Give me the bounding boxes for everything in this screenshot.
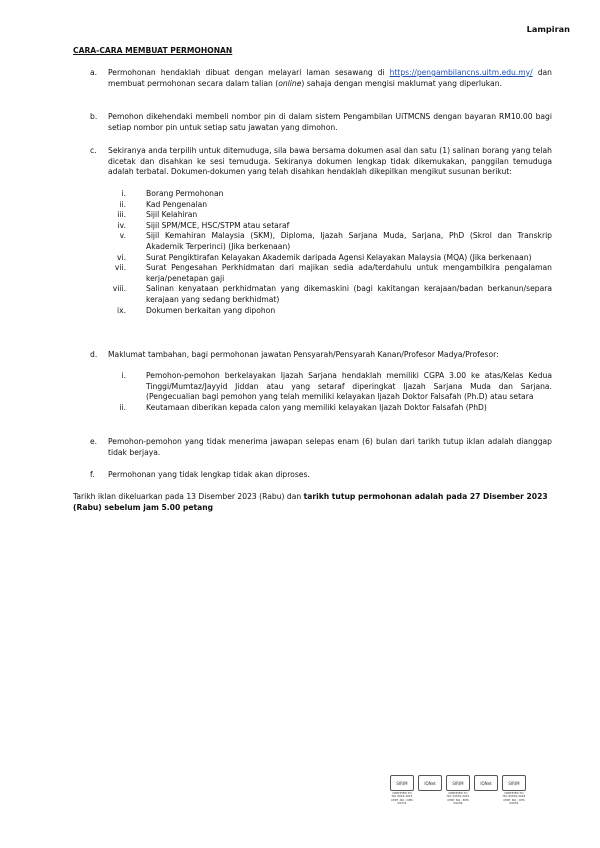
section-c-list	[106, 189, 552, 316]
application-link[interactable]: https://pengambilancns.uitm.edu.my/	[389, 68, 533, 77]
section-c-text: Sekiranya anda terpilih untuk ditemuduga, sila bawa bersama dokumen asal dan satu (1) salinan borang yang telah dicetak dan disahkan ke sesi temuduga. Sekiranya dokumen lengkap tidak dikemukakan, panggilan temuduga adalah terbatal. Dokumen-dokumen yang telah disahkan hendaklah dikepilkan mengikut susunan berikut:	[108, 146, 552, 177]
sirim-logo-icon: SIRIM	[446, 775, 470, 791]
list-item: i. Pemohon-pemohon berkelayakan Ijazah Sarjana hendaklah memiliki CGPA 3.00 ke atas/Kelas Kedua Tinggi/Mumtaz/Jayyid Jiddan atau yang setaraf diperingkat Ijazah Sarjana Muda dan Sarjana. (Pengecualian bagi pemohon yang telah memiliki kelayakan Ijazah Doktor Falsafah (Ph.D) atau setara	[121, 371, 552, 402]
iqnet-logo-icon: IQNet	[418, 775, 442, 791]
list-item: vii. Surat Pengesahan Perkhidmatan dari majikan sedia ada/terdahulu untuk mengambilkira pengalaman kerja/penetapan gaji	[114, 263, 552, 283]
list-item: ix. Dokumen berkaitan yang dipohon	[116, 305, 276, 315]
list-item: iv. Sijil SPM/MCE, HSC/STPM atau setaraf	[117, 220, 290, 230]
iqnet-logo-icon: IQNet	[474, 775, 498, 791]
list-item: ii. Kad Pengenalan	[119, 199, 208, 209]
section-f-letter: f.	[90, 470, 95, 479]
sirim-logo-icon: SIRIM	[390, 775, 414, 791]
cert-badge: SIRIM CERTIFIED TO ISO 45001:2018 CERT. NO.: OHS 00055	[502, 775, 526, 807]
section-f-text: Permohonan yang tidak lengkap tidak akan diproses.	[108, 470, 310, 479]
section-a-letter: a.	[90, 68, 98, 77]
cert-badge	[418, 775, 442, 807]
closing-date-note: Tarikh iklan dikeluarkan pada 13 Disember 2023 (Rabu) dan tarikh tutup permohonan adalah pada 27 Disember 2023 (Rabu) sebelum jam 5.00 petang	[73, 492, 548, 512]
page-heading: CARA-CARA MEMBUAT PERMOHONAN	[73, 46, 233, 55]
section-d-letter: d.	[90, 350, 98, 359]
section-a-text: Permohonan hendaklah dibuat dengan melayari laman sesawang di https://pengambilancns.uitm.edu.my/ dan membuat permohonan secara dalam talian (online) sahaja dengan mengisi maklumat yang diperlukan.	[108, 68, 552, 88]
list-item: i. Borang Permohonan	[121, 189, 224, 198]
section-d-text: Maklumat tambahan, bagi permohonan jawatan Pensyarah/Pensyarah Kanan/Profesor Madya/Profesor:	[108, 350, 499, 359]
section-e-letter: e.	[90, 437, 98, 446]
sirim-logo-icon: SIRIM	[502, 775, 526, 791]
lampiran-label: Lampiran	[526, 24, 570, 34]
section-d-list	[106, 371, 552, 413]
cert-badge: SIRIM CERTIFIED TO ISO 9001:2015 CERT. NO.: QMS 00374	[390, 775, 414, 807]
section-e-text: Pemohon-pemohon yang tidak menerima jawapan selepas enam (6) bulan dari tarikh tutup iklan adalah dianggap tidak berjaya.	[108, 437, 552, 457]
list-item: iii. Sijil Kelahiran	[117, 210, 198, 220]
list-item: vi. Surat Pengiktirafan Kelayakan Akademik daripada Agensi Kelayakan Malaysia (MQA) (Jika berkenaan)	[116, 252, 532, 262]
list-item: ii. Keutamaan diberikan kepada calon yang memiliki kelayakan Ijazah Doktor Falsafah (PhD)	[119, 402, 487, 412]
section-b-letter: b.	[90, 112, 98, 121]
cert-badge	[474, 775, 498, 807]
certification-logos	[390, 775, 526, 807]
section-b-text: Pemohon dikehendaki membeli nombor pin di dalam sistem Pengambilan UiTMCNS dengan bayaran RM10.00 bagi setiap nombor pin untuk setiap satu jawatan yang dimohon.	[108, 112, 552, 132]
cert-badge: SIRIM CERTIFIED TO ISO 14001:2015 CERT. NO.: EMS 00256	[446, 775, 470, 807]
section-c-letter: c.	[90, 146, 97, 155]
list-item: v. Sijil Kemahiran Malaysia (SKM), Diploma, Ijazah Sarjana Muda, Sarjana, PhD (Skrol dan Transkrip Akademik Terperinci) (Jika berkenaan)	[119, 231, 552, 251]
list-item: viii. Salinan kenyataan perkhidmatan yang dikemaskini (bagi kakitangan kerajaan/badan berkanun/separa kerajaan yang sedang berkhidmat)	[112, 284, 552, 304]
